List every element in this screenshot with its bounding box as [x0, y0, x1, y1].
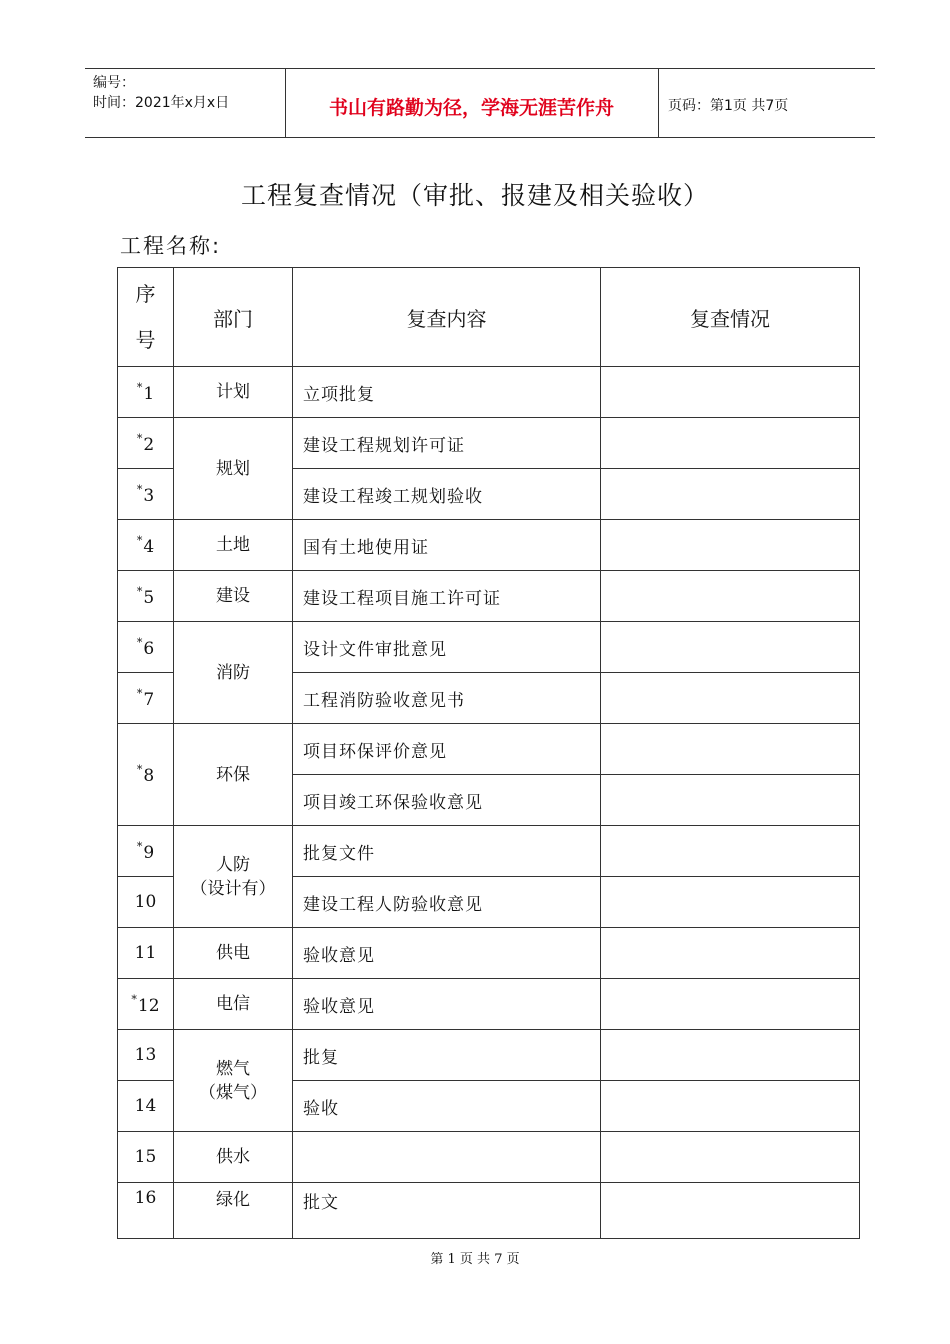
- row-dept: 规划: [174, 418, 293, 520]
- table-row: [118, 520, 860, 571]
- row-item: 验收: [293, 1081, 601, 1132]
- header-seq-line2: 号: [135, 328, 156, 352]
- table-row: [118, 826, 860, 877]
- row-item: 设计文件审批意见: [293, 622, 601, 673]
- row-dept-line1: 人防: [216, 854, 250, 875]
- header-divider: [658, 69, 659, 137]
- document-time-label: 时间：2021年x月x日: [93, 95, 230, 111]
- row-status[interactable]: [601, 1030, 860, 1081]
- required-mark: *: [136, 482, 143, 496]
- row-dept: [174, 826, 293, 928]
- row-dept: 计划: [174, 367, 293, 418]
- row-number: [118, 520, 174, 571]
- row-item: 批复文件: [293, 826, 601, 877]
- row-status[interactable]: [601, 571, 860, 622]
- row-dept-line2: （煤气）: [199, 1082, 267, 1103]
- required-mark: *: [136, 839, 143, 853]
- row-status[interactable]: [601, 1183, 860, 1239]
- table-row: [118, 1030, 860, 1081]
- row-number-value: 7: [143, 689, 155, 710]
- page-footer: 第 1 页 共 7 页: [430, 1252, 520, 1267]
- row-number-value: 6: [143, 638, 155, 659]
- row-number-value: 3: [143, 485, 155, 506]
- row-dept: [174, 1030, 293, 1132]
- row-number-value: 12: [137, 995, 160, 1016]
- review-table: [117, 267, 860, 1239]
- row-dept-line2: （设计有）: [190, 878, 276, 899]
- required-mark: *: [136, 584, 143, 598]
- header-page-info: 页码：第1页 共7页: [668, 98, 789, 114]
- row-dept: 建设: [174, 571, 293, 622]
- row-number: [118, 826, 174, 877]
- table-row: [118, 418, 860, 469]
- row-number: 10: [118, 877, 174, 928]
- row-number: 15: [118, 1132, 174, 1183]
- row-status[interactable]: [601, 928, 860, 979]
- table-row: [118, 928, 860, 979]
- row-dept: 供水: [174, 1132, 293, 1183]
- header-seq-line1: 序: [135, 282, 156, 306]
- row-status[interactable]: [601, 622, 860, 673]
- document-title: 工程复查情况（审批、报建及相关验收）: [240, 181, 709, 210]
- row-item: 建设工程竣工规划验收: [293, 469, 601, 520]
- row-dept: 供电: [174, 928, 293, 979]
- row-item: 国有土地使用证: [293, 520, 601, 571]
- row-number: [118, 724, 174, 826]
- required-mark: *: [136, 380, 143, 394]
- row-item: 项目竣工环保验收意见: [293, 775, 601, 826]
- row-status[interactable]: [601, 775, 860, 826]
- row-number: [118, 979, 174, 1030]
- row-status[interactable]: [601, 979, 860, 1030]
- row-item: 验收意见: [293, 979, 601, 1030]
- row-status[interactable]: [601, 469, 860, 520]
- row-number: [118, 418, 174, 469]
- row-status[interactable]: [601, 673, 860, 724]
- row-status[interactable]: [601, 724, 860, 775]
- required-mark: *: [136, 635, 143, 649]
- header-content: 复查内容: [293, 268, 601, 367]
- row-status[interactable]: [601, 877, 860, 928]
- row-status[interactable]: [601, 826, 860, 877]
- required-mark: *: [136, 533, 143, 547]
- table-row: [118, 724, 860, 775]
- header-seq: [118, 268, 174, 367]
- table-row: [118, 571, 860, 622]
- row-item: 建设工程人防验收意见: [293, 877, 601, 928]
- row-number-value: 2: [143, 434, 155, 455]
- required-mark: *: [131, 992, 137, 1006]
- required-mark: *: [136, 686, 143, 700]
- row-number-value: 5: [143, 587, 155, 608]
- row-dept: 绿化: [174, 1183, 293, 1239]
- table-row: [118, 1183, 860, 1239]
- row-item: 项目环保评价意见: [293, 724, 601, 775]
- row-item: 验收意见: [293, 928, 601, 979]
- row-status[interactable]: [601, 1081, 860, 1132]
- row-number: 13: [118, 1030, 174, 1081]
- row-item: 立项批复: [293, 367, 601, 418]
- required-mark: *: [136, 431, 143, 445]
- table-row: [118, 367, 860, 418]
- row-number-value: 1: [143, 383, 155, 404]
- page-header: [85, 68, 875, 138]
- row-dept-line1: 燃气: [216, 1058, 250, 1079]
- row-number-value: 4: [143, 536, 155, 557]
- table-row: [118, 622, 860, 673]
- row-status[interactable]: [601, 367, 860, 418]
- row-status[interactable]: [601, 520, 860, 571]
- project-name-label: 工程名称:: [120, 234, 222, 258]
- row-number: [118, 673, 174, 724]
- row-number: 11: [118, 928, 174, 979]
- row-item: 批复: [293, 1030, 601, 1081]
- row-number: [118, 622, 174, 673]
- row-status[interactable]: [601, 1132, 860, 1183]
- row-item: [293, 1132, 601, 1183]
- row-dept: 消防: [174, 622, 293, 724]
- row-number: [118, 367, 174, 418]
- required-mark: *: [136, 763, 143, 776]
- row-number: [118, 571, 174, 622]
- table-header-row: [118, 268, 860, 367]
- row-number: 14: [118, 1081, 174, 1132]
- header-dept: 部门: [174, 268, 293, 367]
- row-number-value: 9: [143, 842, 155, 863]
- row-item: 建设工程项目施工许可证: [293, 571, 601, 622]
- row-number: 16: [118, 1183, 174, 1239]
- row-item: 工程消防验收意见书: [293, 673, 601, 724]
- row-item: 建设工程规划许可证: [293, 418, 601, 469]
- row-item: 批文: [293, 1183, 601, 1239]
- row-status[interactable]: [601, 418, 860, 469]
- row-number: [118, 469, 174, 520]
- table-row: [118, 979, 860, 1030]
- table-row: [118, 1132, 860, 1183]
- document-number-label: 编号：: [93, 75, 135, 91]
- row-dept: 电信: [174, 979, 293, 1030]
- row-number-value: 8: [143, 766, 155, 786]
- row-dept: 土地: [174, 520, 293, 571]
- header-motto: 书山有路勤为径，学海无涯苦作舟: [328, 97, 614, 119]
- row-dept: 环保: [174, 724, 293, 826]
- header-status: 复查情况: [601, 268, 860, 367]
